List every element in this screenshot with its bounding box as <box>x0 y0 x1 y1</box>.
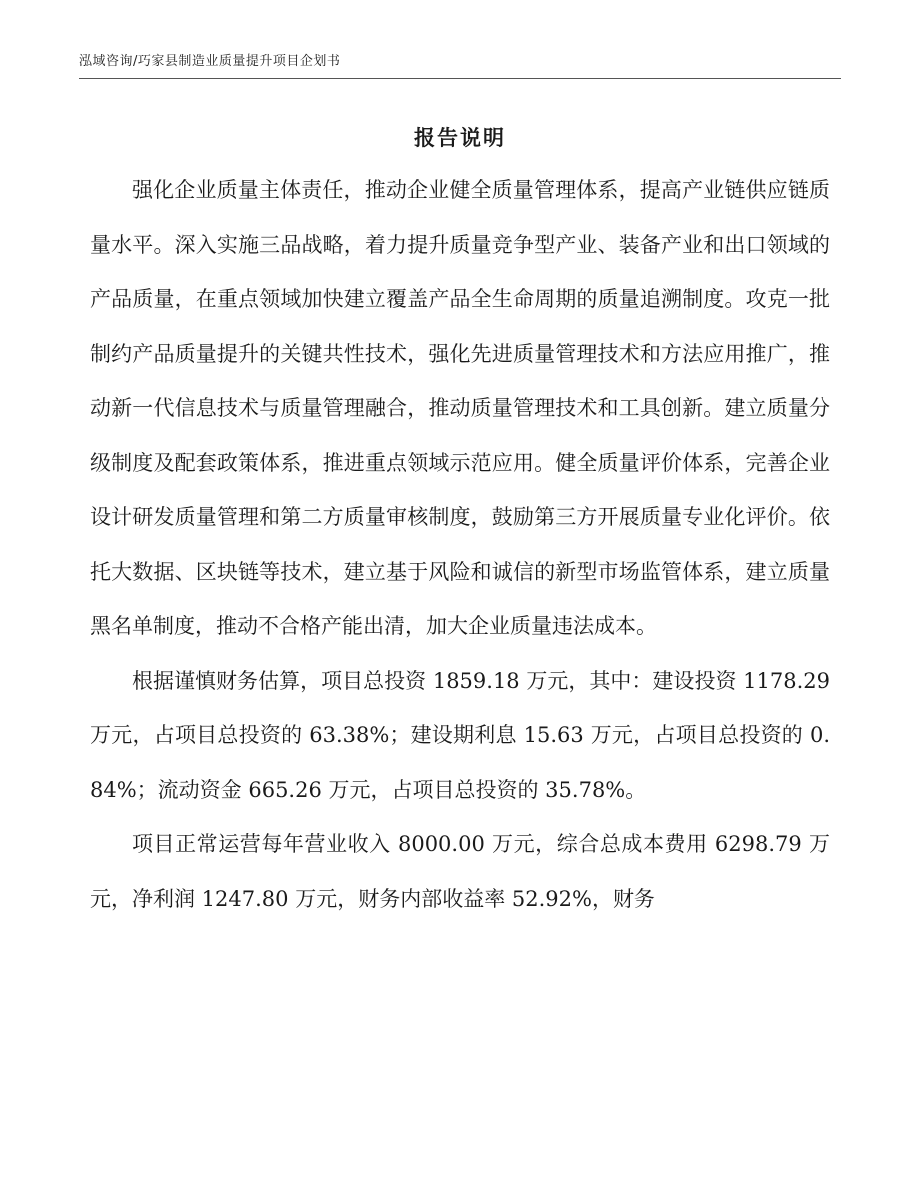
header-divider <box>79 78 841 79</box>
running-header: 泓域咨询/巧家县制造业质量提升项目企划书 <box>79 54 341 69</box>
paragraph-quality-responsibility: 强化企业质量主体责任，推动企业健全质量管理体系，提高产业链供应链质量水平。深入实施三品战略，着力提升质量竞争型产业、装备产业和出口领域的产品质量，在重点领域加快建立覆盖产品全生命周期的质量追溯制度。攻克一批制约产品质量提升的关键共性技术，强化先进质量管理技术和方法应用推广，推动新一代信息技术与质量管理融合，推动质量管理技术和工具创新。建立质量分级制度及配套政策体系，推进重点领域示范应用。健全质量评价体系，完善企业设计研发质量管理和第二方质量审核制度，鼓励第三方开展质量专业化评价。依托大数据、区块链等技术，建立基于风险和诚信的新型市场监管体系，建立质量黑名单制度，推动不合格产能出清，加大企业质量违法成本。 <box>90 178 830 638</box>
document-body <box>90 163 830 926</box>
paragraph-operating-revenue: 项目正常运营每年营业收入 8000.00 万元，综合总成本费用 6298.79 万元，净利润 1247.80 万元，财务内部收益率 52.92%，财务 <box>90 832 830 911</box>
page-title: 报告说明 <box>414 126 506 150</box>
paragraph-investment-estimate: 根据谨慎财务估算，项目总投资 1859.18 万元，其中：建设投资 1178.29 万元，占项目总投资的 63.38%；建设期利息 15.63 万元，占项目总投资的 0.84%；流动资金 665.26 万元，占项目总投资的 35.78%。 <box>90 668 830 802</box>
